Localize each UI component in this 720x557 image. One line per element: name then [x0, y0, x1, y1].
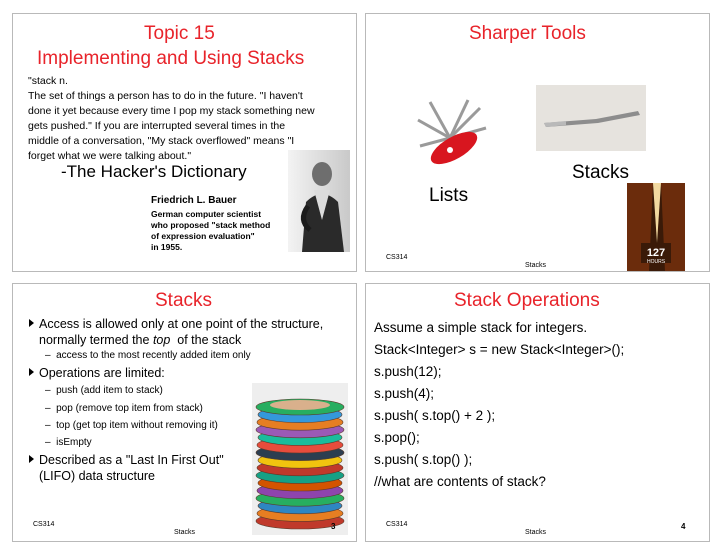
footer-course: CS314 [33, 521, 55, 528]
quote-line: gets pushed." If you are interrupted several times in the [28, 120, 286, 132]
poster-number: 127 [646, 247, 666, 259]
sub-bullet: – pop (remove top item from stack) [45, 403, 203, 414]
sub-bullet: – access to the most recently added item only [45, 350, 251, 361]
swiss-army-knife-image [410, 98, 492, 180]
quote-line: middle of a conversation, "My stack overflowed" means "I [28, 135, 295, 147]
slide-title: Stacks [155, 290, 213, 311]
footer-topic: Stacks [525, 529, 547, 536]
code-line: //what are contents of stack? [374, 474, 546, 489]
caption-line: of expression evaluation" [151, 231, 255, 241]
code-line: Assume a simple stack for integers. [374, 320, 588, 335]
quote-line: done it yet because every time I pop my stack something new [28, 105, 315, 117]
page-number: 4 [681, 522, 686, 531]
code-line: s.push( s.top() + 2 ); [374, 408, 496, 423]
slide-title-line2: Implementing and Using Stacks [37, 48, 305, 69]
bullet-text: Operations are limited: [39, 366, 165, 380]
quote-line: forget what we were talking about." [28, 150, 192, 162]
footer-topic: Stacks [525, 262, 547, 269]
bullet-triangle-icon [29, 319, 34, 327]
bullet-operations [29, 365, 165, 381]
slide-stacks [12, 283, 357, 542]
scalpel-image [536, 85, 646, 151]
quote-attribution: -The Hacker's Dictionary [61, 162, 247, 181]
caption-line: German computer scientist [151, 209, 262, 219]
person-name: Friedrich L. Bauer [151, 195, 237, 206]
sub-text: isEmpty [56, 437, 92, 448]
slide-stack-operations [365, 283, 710, 542]
slide-title-line1: Topic 15 [144, 23, 215, 44]
quote-line: The set of things a person has to do in the future. "I haven't [28, 90, 303, 102]
slide-sharper-tools [365, 13, 710, 272]
plate-top [270, 400, 330, 410]
quote-line: "stack n. [28, 75, 68, 87]
caption-line: who proposed "stack method [151, 220, 271, 230]
bullet-access: Access is allowed only at one point of the structure, normally termed the top of the stack [29, 316, 323, 348]
bullet-text: (LIFO) data structure [39, 469, 156, 483]
footer-course: CS314 [386, 254, 408, 261]
code-line: Stack<Integer> s = new Stack<Integer>(); [374, 342, 625, 357]
bauer-photo [288, 150, 350, 252]
sub-text: access to the most recently added item only [56, 350, 251, 361]
bullet-lifo [29, 452, 224, 484]
poster-word: HOURS [646, 259, 666, 265]
hacker-quote [28, 74, 315, 164]
slide-title: Stack Operations [454, 290, 600, 311]
person-caption [151, 209, 270, 253]
sub-bullet: – isEmpty [45, 437, 92, 448]
caption-line: in 1955. [151, 242, 183, 252]
sub-text: pop (remove top item from stack) [56, 403, 203, 414]
sub-bullet: – push (add item to stack) [45, 385, 163, 396]
bullet-text: Access is allowed only at one point of the structure, [39, 317, 324, 331]
page-number: 3 [331, 522, 336, 531]
label-stacks: Stacks [572, 162, 630, 183]
plates-stack-image [252, 383, 348, 535]
bullet-triangle-icon [29, 368, 34, 376]
slide-title: Sharper Tools [469, 23, 586, 44]
code-line: s.push(12); [374, 364, 442, 379]
code-line: s.pop(); [374, 430, 420, 445]
bullet-text: Described as a "Last In First Out" [39, 453, 224, 467]
code-line: s.push( s.top() ); [374, 452, 473, 467]
slide-topic [12, 13, 357, 272]
footer-topic: Stacks [174, 529, 196, 536]
footer-course: CS314 [386, 521, 408, 528]
sub-bullet: – top (get top item without removing it) [45, 420, 218, 431]
sub-text: push (add item to stack) [56, 385, 163, 396]
movie-poster-image [627, 183, 685, 271]
label-lists: Lists [429, 185, 469, 206]
sub-text: top (get top item without removing it) [56, 420, 218, 431]
bullet-triangle-icon [29, 455, 34, 463]
code-line: s.push(4); [374, 386, 435, 401]
